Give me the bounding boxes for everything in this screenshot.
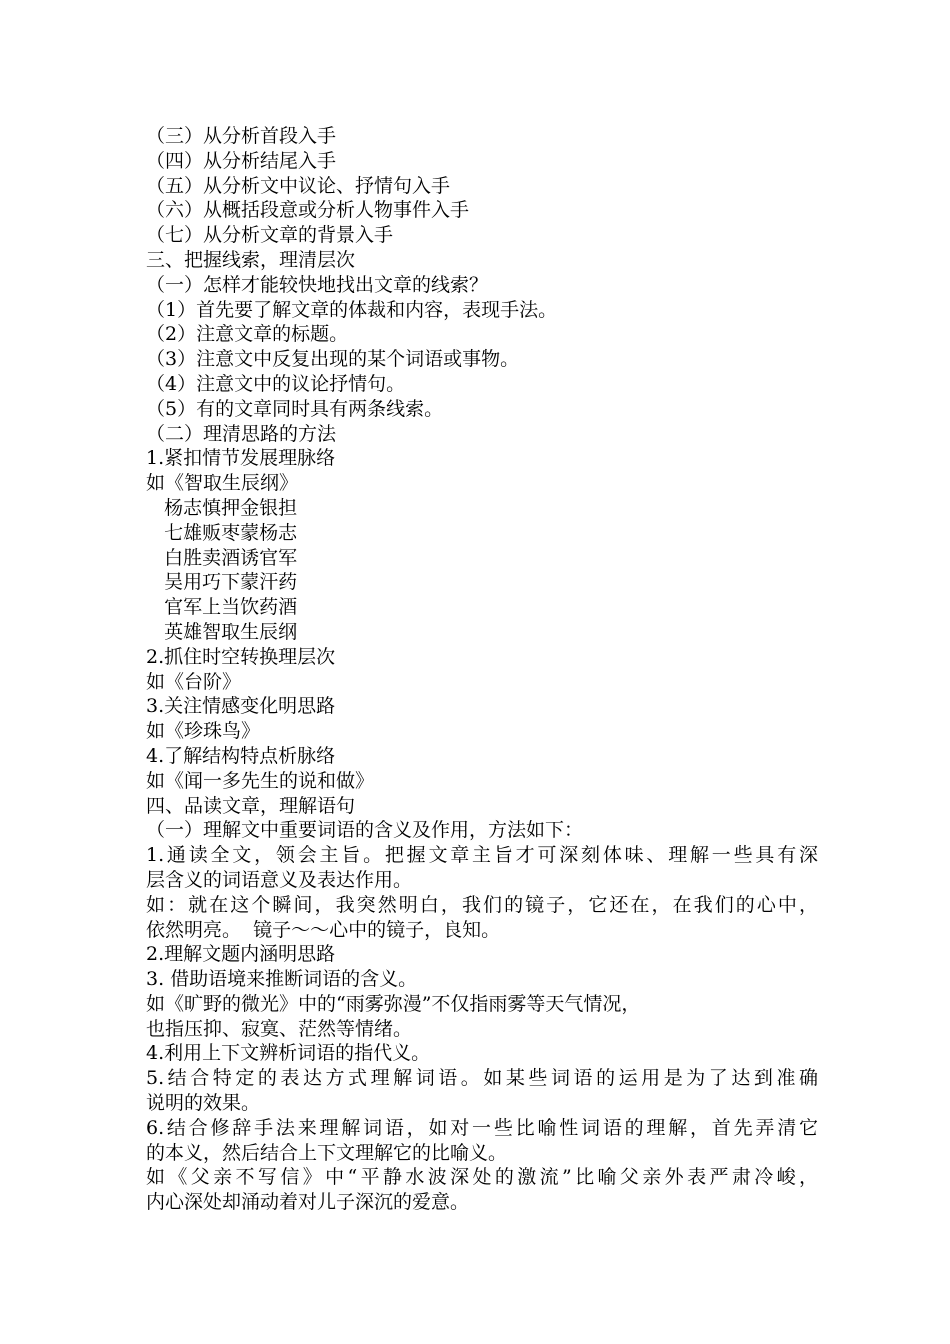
text-line: 如《闻一多先生的说和做》 [146, 769, 375, 792]
text-line: 3.关注情感变化明思路 [146, 695, 336, 718]
section-heading: 四、品读文章，理解语句 [146, 794, 356, 817]
text-line: （五）从分析文中议论、抒情句入手 [146, 174, 451, 197]
text-line: 如《旷野的微光》中的“雨雾弥漫”不仅指雨雾等天气情况， [146, 992, 641, 1015]
text-line: 2.理解文题内涵明思路 [146, 943, 336, 966]
text-line: （四）从分析结尾入手 [146, 149, 337, 172]
text-line: 1.紧扣情节发展理脉络 [146, 447, 336, 470]
text-line: 的本义，然后结合上下文理解它的比喻义。 [146, 1141, 508, 1164]
text-line: 也指压抑、寂寞、茫然等情绪。 [146, 1017, 413, 1040]
text-line: 内心深处却涌动着对儿子深沉的爱意。 [146, 1191, 470, 1214]
text-line: （三）从分析首段入手 [146, 125, 337, 147]
text-line: 6.结合修辞手法来理解词语，如对一些比喻性词语的理解，首先弄清它 [146, 1116, 818, 1139]
section-heading: 三、把握线索，理清层次 [146, 248, 356, 271]
text-line: 如《父亲不写信》中“平静水波深处的激流”比喻父亲外表严肃冷峻， [146, 1166, 818, 1189]
text-line: （二）理清思路的方法 [146, 422, 337, 445]
text-line: 七雄贩枣蒙杨志 [146, 521, 298, 544]
text-line: 官军上当饮药酒 [146, 596, 298, 619]
text-line: 白胜卖酒诱官军 [146, 546, 298, 569]
text-line: 如《智取生辰纲》 [146, 472, 299, 495]
text-line: 4.了解结构特点析脉络 [146, 744, 336, 767]
text-line: 如《珍珠鸟》 [146, 720, 261, 743]
text-line: （一）怎样才能较快地找出文章的线索？ [146, 273, 489, 296]
text-line: 依然明亮。 镜子～～心中的镜子，良知。 [146, 918, 501, 941]
text-line: 2.抓住时空转换理层次 [146, 645, 336, 668]
text-line: （一）理解文中重要词语的含义及作用，方法如下： [146, 819, 584, 842]
text-line: 如《台阶》 [146, 670, 242, 693]
text-line: 吴用巧下蒙汗药 [146, 571, 298, 594]
document-body [146, 124, 818, 1215]
text-line: （5）有的文章同时具有两条线索。 [146, 397, 444, 420]
text-line: （4）注意文中的议论抒情句。 [146, 372, 406, 395]
text-line: （3）注意文中反复出现的某个词语或事物。 [146, 348, 520, 371]
text-line: 杨志慎押金银担 [146, 496, 298, 519]
text-line: （2）注意文章的标题。 [146, 323, 349, 346]
text-line: 如：就在这个瞬间，我突然明白，我们的镜子，它还在，在我们的心中， [146, 893, 818, 916]
text-line: 1.通读全文，领会主旨。把握文章主旨才可深刻体味、理解一些具有深 [146, 844, 818, 867]
text-line: 3. 借助语境来推断词语的含义。 [146, 968, 418, 991]
text-line: 5.结合特定的表达方式理解词语。如某些词语的运用是为了达到准确 [146, 1067, 818, 1090]
text-line: （1）首先要了解文章的体裁和内容，表现手法。 [146, 298, 558, 321]
text-line: 英雄智取生辰纲 [146, 620, 298, 643]
text-line: 说明的效果。 [146, 1092, 261, 1115]
text-line: （七）从分析文章的背景入手 [146, 224, 394, 247]
text-line: 4.利用上下文辨析词语的指代义。 [146, 1042, 431, 1065]
text-line: 层含义的词语意义及表达作用。 [146, 868, 413, 891]
text-line: （六）从概括段意或分析人物事件入手 [146, 199, 470, 222]
